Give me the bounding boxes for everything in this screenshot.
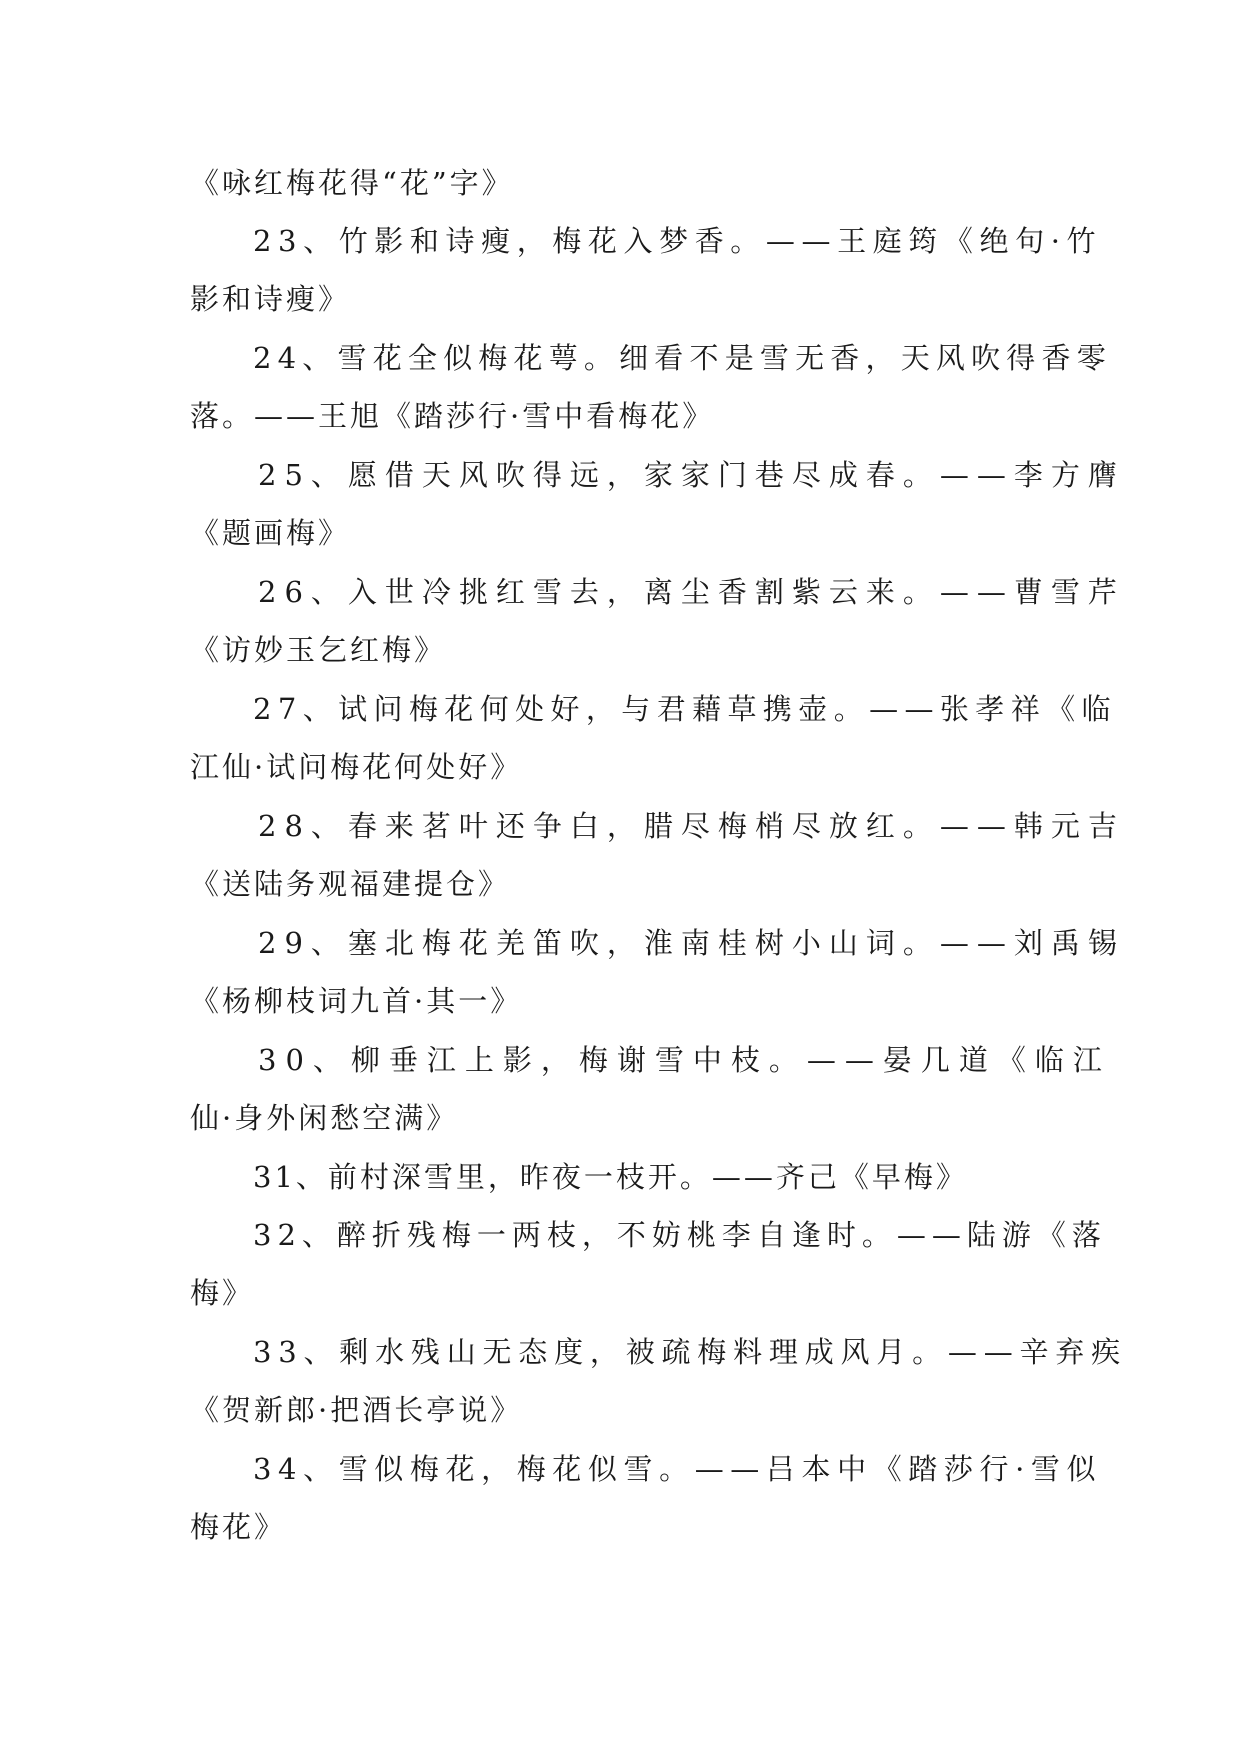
text-line: 梅花》: [190, 1510, 287, 1544]
text-line: 30、柳垂江上影，梅谢雪中枝。——晏几道《临江: [258, 1043, 1111, 1077]
text-line: 29、塞北梅花羌笛吹，淮南桂树小山词。——刘禹锡: [258, 926, 1125, 960]
text-line: 《贺新郎·把酒长亭说》: [190, 1393, 523, 1427]
text-line: 影和诗瘦》: [190, 282, 351, 316]
text-line: 34、雪似梅花，梅花似雪。——吕本中《踏莎行·雪似: [253, 1452, 1103, 1486]
text-line: 27、试问梅花何处好，与君藉草携壶。——张孝祥《临: [253, 692, 1117, 726]
text-line: 落。——王旭《踏莎行·雪中看梅花》: [190, 399, 715, 433]
text-line: 31、前村深雪里，昨夜一枝开。——齐己《早梅》: [253, 1160, 968, 1194]
text-line: 32、醉折残梅一两枝，不妨桃李自逢时。——陆游《落: [253, 1218, 1107, 1252]
text-line: 33、剩水残山无态度，被疏梅料理成风月。——辛弃疾: [253, 1335, 1127, 1369]
text-line: 《杨柳枝词九首·其一》: [190, 984, 523, 1018]
text-line: 24、雪花全似梅花萼。细看不是雪无香，天风吹得香零: [253, 341, 1112, 375]
text-line: 《送陆务观福建提仓》: [190, 867, 511, 901]
text-line: 梅》: [190, 1276, 255, 1310]
text-line: 《咏红梅花得“花”字》: [190, 166, 514, 200]
text-line: 《访妙玉乞红梅》: [190, 633, 447, 667]
text-line: 仙·身外闲愁空满》: [190, 1101, 459, 1135]
text-line: 26、入世冷挑红雪去，离尘香割紫云来。——曹雪芹: [258, 575, 1125, 609]
text-line: 23、竹影和诗瘦，梅花入梦香。——王庭筠《绝句·竹: [253, 224, 1103, 258]
text-line: 25、愿借天风吹得远，家家门巷尽成春。——李方膺: [258, 458, 1125, 492]
text-line: 《题画梅》: [190, 516, 351, 550]
text-line: 28、春来茗叶还争白，腊尽梅梢尽放红。——韩元吉: [258, 809, 1125, 843]
text-line: 江仙·试问梅花何处好》: [190, 750, 523, 784]
